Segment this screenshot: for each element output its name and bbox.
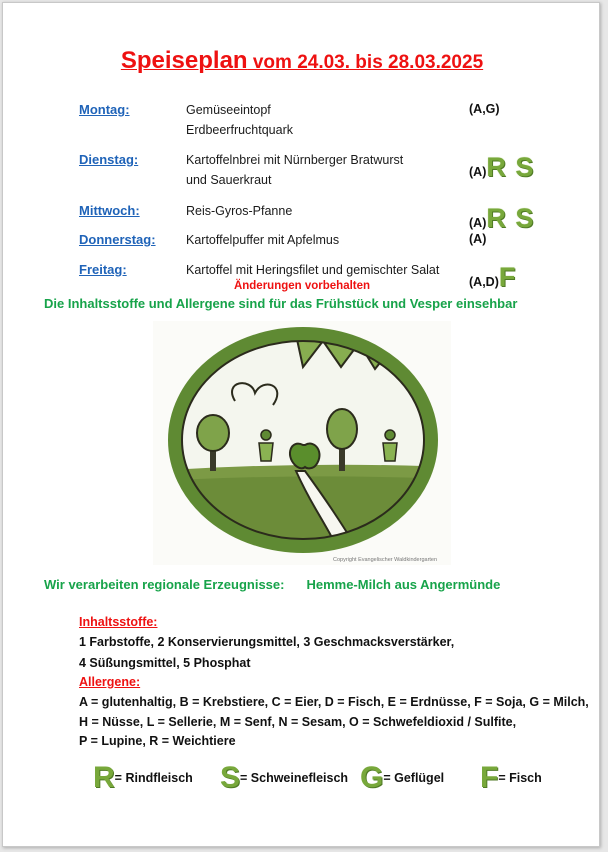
dish-line: und Sauerkraut xyxy=(186,173,272,187)
day-label-wednesday: Mittwoch: xyxy=(79,203,140,218)
codes-text: (A) xyxy=(469,216,487,230)
legend-text: = Geflügel xyxy=(383,771,445,785)
codes-text: (A) xyxy=(469,165,487,179)
dish-friday xyxy=(186,260,439,280)
allergen-codes-monday: (A,G) xyxy=(469,102,500,116)
legend-letter: G xyxy=(360,761,384,794)
changes-notice: Änderungen vorbehalten xyxy=(233,280,371,292)
ingredients-heading: Inhaltsstoffe: xyxy=(79,615,158,629)
legend-beef xyxy=(93,761,193,795)
day-label-thursday: Donnerstag: xyxy=(79,232,156,247)
meat-marks-friday: F xyxy=(498,262,517,292)
page-title xyxy=(3,47,601,75)
dish-tuesday xyxy=(186,150,403,190)
dish-line: Kartoffelpuffer mit Apfelmus xyxy=(186,233,340,247)
ingredients-line: 1 Farbstoffe, 2 Konservierungsmittel, 3 Geschmacksverstärker, xyxy=(79,635,455,649)
ingredients-line: 4 Süßungsmittel, 5 Phosphat xyxy=(79,656,251,670)
legend-pork xyxy=(220,761,348,795)
regional-line xyxy=(44,577,500,592)
allergen-codes-tuesday xyxy=(469,152,534,183)
title-main: Speiseplan xyxy=(120,47,248,74)
legend-letter: F xyxy=(480,761,499,794)
dish-line: Reis-Gyros-Pfanne xyxy=(186,204,293,218)
dish-thursday xyxy=(186,230,339,250)
allergens-heading: Allergene: xyxy=(79,675,141,689)
regional-label: Wir verarbeiten regionale Erzeugnisse: xyxy=(44,577,285,592)
allergen-codes-thursday: (A) xyxy=(469,232,487,246)
logo-caption: Copyright Evangelischer Waldkindergarten xyxy=(333,557,438,563)
legend-fish xyxy=(480,761,542,795)
allergen-codes-wednesday xyxy=(469,203,534,234)
legend-poultry xyxy=(360,761,444,795)
dish-line: Kartoffel mit Heringsfilet und gemischter Salat xyxy=(186,263,440,277)
menu-page xyxy=(2,2,600,847)
codes-text: (A,D) xyxy=(469,275,499,289)
legend-letter: R xyxy=(93,761,115,794)
legend-text: = Rindfleisch xyxy=(114,771,193,785)
day-label-tuesday: Dienstag: xyxy=(79,152,139,167)
meat-marks-tuesday: R S xyxy=(486,152,535,182)
legend-letter: S xyxy=(220,761,241,794)
kindergarten-logo xyxy=(153,321,451,565)
dish-line: Kartoffelnbrei mit Nürnberger Bratwurst xyxy=(186,153,404,167)
dish-wednesday xyxy=(186,201,292,221)
allergens-line: A = glutenhaltig, B = Krebstiere, C = Eier, D = Fisch, E = Erdnüsse, F = Soja, G = Milch, xyxy=(79,695,589,709)
meat-marks-wednesday: R S xyxy=(486,203,535,233)
legend-text: = Schweinefleisch xyxy=(240,771,349,785)
allergens-line: H = Nüsse, L = Sellerie, M = Senf, N = Sesam, O = Schwefeldioxid / Sulfite, xyxy=(79,715,517,729)
legend-text: = Fisch xyxy=(498,771,542,785)
day-label-monday: Montag: xyxy=(79,102,130,117)
day-label-friday: Freitag: xyxy=(79,262,127,277)
info-line: Die Inhaltsstoffe und Allergene sind für das Frühstück und Vesper einsehbar xyxy=(44,296,518,311)
dish-line: Erdbeerfruchtquark xyxy=(186,123,294,137)
allergens-line: P = Lupine, R = Weichtiere xyxy=(79,734,236,748)
regional-value: Hemme-Milch aus Angermünde xyxy=(306,577,501,592)
dish-monday xyxy=(186,100,293,140)
title-date-range: vom 24.03. bis 28.03.2025 xyxy=(247,52,484,73)
dish-line: Gemüseeintopf xyxy=(186,103,271,117)
